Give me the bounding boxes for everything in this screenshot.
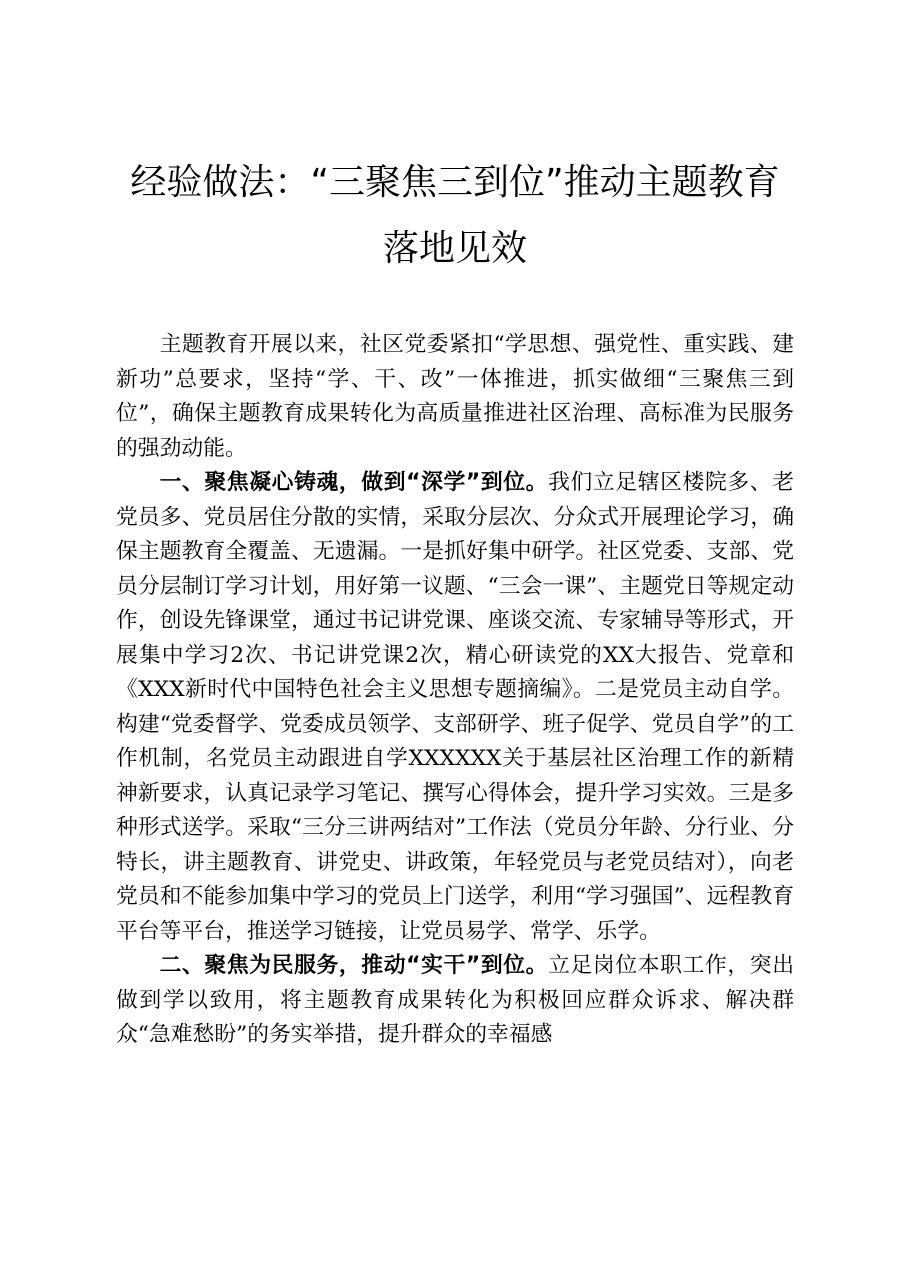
paragraph-lead: 二、聚焦为民服务，推动“实干”到位。 (159, 953, 549, 978)
paragraph-section-1 (116, 466, 794, 949)
paragraph-text: 立足岗位本职工作，突出做到学以致用，将主题教育成果转化为积极回应群众诉求、解决群众“急难愁盼”的务实举措，提升群众的幸福感 (116, 953, 794, 1047)
document-body (116, 328, 794, 1053)
paragraph-lead: 一、聚焦凝心铸魂，做到“深学”到位。 (159, 470, 549, 495)
paragraph-text: 我们立足辖区楼院多、老党员多、党员居住分散的实情，采取分层次、分众式开展理论学习，确保主题教育全覆盖、无遗漏。一是抓好集中研学。社区党委、支部、党员分层制订学习计划，用好第一议题、“三会一课”、主题党日等规定动作，创设先锋课堂，通过书记讲党课、座谈交流、专家辅导等形式，开展集中学习2次、书记讲党课2次，精心研读党的XX大报告、党章和《XXX新时代中国特色社会主义思想专题摘编》。二是党员主动自学。构建“党委督学、党委成员领学、支部研学、班子促学、党员自学”的工作机制，名党员主动跟进自学XXXXXX关于基层社区治理工作的新精神新要求，认真记录学习笔记、撰写心得体会，提升学习实效。三是多种形式送学。采取“三分三讲两结对”工作法（党员分年龄、分行业、分特长，讲主题教育、讲党史、讲政策，年轻党员与老党员结对），向老党员和不能参加集中学习的党员上门送学，利用“学习强国”、远程教育平台等平台，推送学习链接，让党员易学、常学、乐学。 (116, 470, 794, 944)
paragraph-intro (116, 328, 794, 466)
paragraph-section-2 (116, 949, 794, 1053)
document-title: 经验做法：“三聚焦三到位”推动主题教育落地见效 (130, 162, 780, 269)
paragraph-text: 主题教育开展以来，社区党委紧扣“学思想、强党性、重实践、建新功”总要求，坚持“学、干、改”一体推进，抓实做细“三聚焦三到位”，确保主题教育成果转化为高质量推进社区治理、高标准为民服务的强劲动能。 (116, 332, 794, 461)
